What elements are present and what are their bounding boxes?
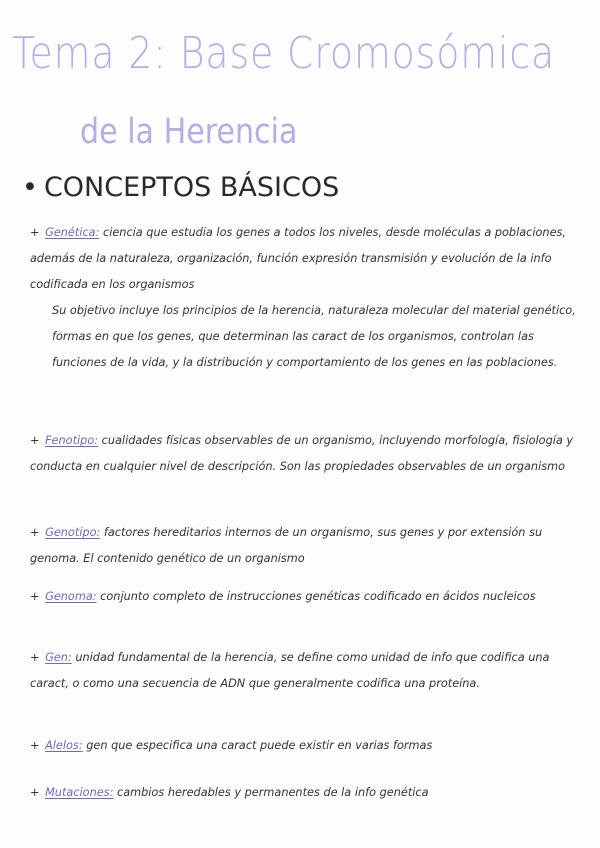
plus-icon: + [30, 739, 40, 752]
plus-icon: + [30, 226, 40, 239]
term-mutaciones: Mutaciones: [45, 786, 114, 799]
term-genetica: Genética: [45, 226, 100, 239]
term-gen: Gen: [45, 651, 72, 664]
definition-text: gen que especifica una caract puede existir en varias formas [86, 739, 433, 752]
term-alelos: Alelos: [45, 739, 83, 752]
term-fenotipo: Fenotipo: [45, 434, 99, 447]
definition-genetica [30, 220, 578, 376]
plus-icon: + [30, 526, 40, 539]
section-heading [22, 172, 339, 203]
term-genotipo: Genotipo: [45, 526, 101, 539]
plus-icon: + [30, 651, 40, 664]
term-genoma: Genoma: [45, 590, 97, 603]
definition-mutaciones [30, 780, 578, 806]
definition-extra: Su objetivo incluye los principios de la herencia, naturaleza molecular del material genético, formas en que los genes, que determinan las caract de los organismos, controlan las funciones de la vida, y la distribución y comportamiento de los genes en las poblaciones. [52, 304, 576, 369]
bullet-icon: • [22, 172, 38, 203]
page-subtitle: de la Herencia [80, 112, 298, 152]
section-heading-text: CONCEPTOS BÁSICOS [43, 172, 340, 203]
definition-genoma [30, 584, 578, 610]
page-title: Tema 2: Base Cromosómica [12, 28, 556, 79]
plus-icon: + [30, 434, 40, 447]
definition-text: cualidades físicas observables de un organismo, incluyendo morfología, fisiología y conducta en cualquier nivel de descripción. Son las propiedades observables de un organismo [30, 434, 574, 473]
definition-genotipo [30, 520, 578, 572]
plus-icon: + [30, 786, 40, 799]
definition-text: conjunto completo de instrucciones genéticas codificado en ácidos nucleicos [100, 590, 536, 603]
plus-icon: + [30, 590, 40, 603]
definition-gen [30, 645, 578, 697]
definition-fenotipo [30, 428, 578, 480]
definition-text: factores hereditarios internos de un organismo, sus genes y por extensión su genoma. El contenido genético de un organismo [30, 526, 543, 565]
definition-alelos [30, 733, 578, 759]
definition-text: ciencia que estudia los genes a todos los niveles, desde moléculas a poblaciones, además de la naturaleza, organización, función expresión transmisión y evolución de la info codificada en los organismos [30, 226, 567, 291]
definition-text: cambios heredables y permanentes de la info genética [116, 786, 429, 799]
definition-text: unidad fundamental de la herencia, se define como unidad de info que codifica una caract, o como una secuencia de ADN que generalmente codifica una proteína. [30, 651, 550, 690]
